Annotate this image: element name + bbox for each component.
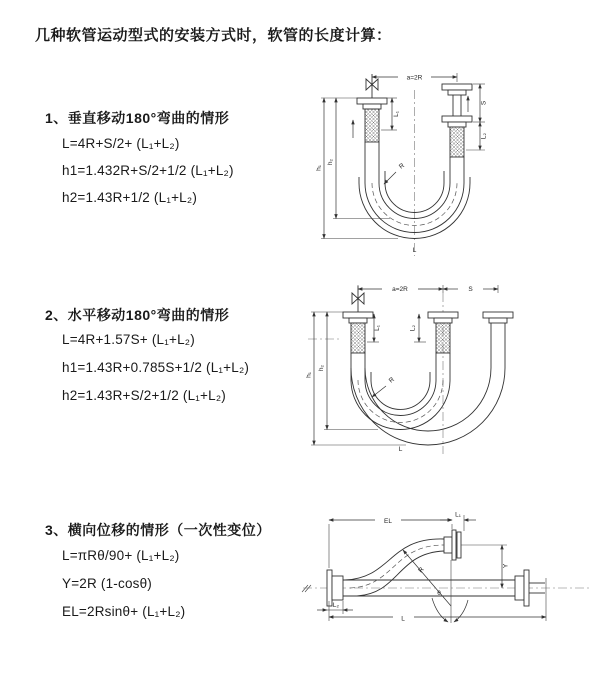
section3-heading: 3、横向位移的情形（一次性变位） xyxy=(45,522,271,538)
valve-icon xyxy=(352,293,358,304)
page-title: 几种软管运动型式的安装方式时，软管的长度计算： xyxy=(35,27,392,44)
dim-label-a2R: a=2R xyxy=(406,74,423,82)
dim-label-EL: EL xyxy=(384,518,392,525)
dimension-Y xyxy=(461,545,510,588)
radius-and-angle xyxy=(403,550,468,623)
dim-label-Y: Y xyxy=(502,563,510,569)
centerline xyxy=(308,293,443,454)
dim-label-L1: L₁ xyxy=(455,511,461,519)
flange-hub xyxy=(434,318,452,323)
braided-hose xyxy=(351,323,365,353)
section2-formula-h1: h1=1.43R+0.785S+1/2 (L₁+L₂) xyxy=(62,360,250,375)
section2-formula-h2: h2=1.43R+S/2+1/2 (L₁+L₂) xyxy=(62,388,226,403)
dimension-h1 xyxy=(316,98,399,239)
dim-label-L: L xyxy=(401,615,405,623)
break-mark xyxy=(302,585,308,592)
section2-heading: 2、水平移动180°弯曲的情形 xyxy=(45,307,230,323)
valve-icon xyxy=(366,79,372,90)
flange xyxy=(428,312,458,318)
s-curve-hose xyxy=(345,539,444,596)
valve-icon xyxy=(372,79,378,90)
flange-hub xyxy=(489,318,507,323)
flange xyxy=(457,532,461,558)
dimension-a2R xyxy=(372,73,457,82)
dimension-S xyxy=(443,285,498,293)
dimension-EL xyxy=(329,518,452,568)
flange xyxy=(357,98,387,104)
section3-formula-EL: EL=2Rsinθ+ (L₁+L₂) xyxy=(62,604,186,619)
dim-label-h1: h₁ xyxy=(315,165,323,171)
section1-formula-L: L=4R+S/2+ (L₁+L₂) xyxy=(62,136,180,151)
section3-formula-L: L=πRθ/90+ (L₁+L₂) xyxy=(62,548,180,563)
dim-label-R: R xyxy=(387,376,396,385)
dim-label-L1: L₁ xyxy=(374,325,381,331)
section1-formula-h1: h1=1.432R+S/2+1/2 (L₁+L₂) xyxy=(62,163,234,178)
dimension-L2 xyxy=(466,122,488,150)
flange xyxy=(442,116,472,122)
dimension-L1 xyxy=(440,512,476,532)
braided-hose xyxy=(365,109,379,142)
flange xyxy=(343,312,373,318)
right-pipe-moved-position xyxy=(483,312,513,368)
braided-hose xyxy=(450,127,464,157)
flange xyxy=(483,312,513,318)
dimension-S xyxy=(473,84,488,122)
diagram-lateral-displacement xyxy=(297,503,597,653)
dim-label-h2: h₂ xyxy=(327,158,334,166)
left-pipe-with-valve xyxy=(343,286,373,380)
right-pipe-two-positions xyxy=(442,84,472,183)
diagram-horizontal-180-bend xyxy=(306,280,596,458)
flange xyxy=(327,570,332,606)
flange-hub xyxy=(515,576,524,600)
left-pipe-with-valve xyxy=(357,74,387,183)
dimension-L xyxy=(329,578,546,623)
flange xyxy=(524,570,529,606)
dim-label-L2: L₂ xyxy=(480,132,488,140)
flange-hub xyxy=(444,537,452,553)
dim-label-L2: L₂ xyxy=(409,324,417,332)
dim-label-S: S xyxy=(480,100,488,106)
dim-label-h2: h₂ xyxy=(318,364,325,372)
dim-label-L: L xyxy=(398,446,403,453)
dimension-L2 xyxy=(410,314,427,342)
radius-callout xyxy=(384,162,406,184)
flange-hub xyxy=(363,104,381,109)
dim-label-R: R xyxy=(397,162,406,171)
dimension-L2 xyxy=(317,601,353,614)
section3-formula-Y: Y=2R (1-cosθ) xyxy=(62,576,153,591)
section1-heading: 1、垂直移动180°弯曲的情形 xyxy=(45,110,230,126)
flange xyxy=(452,530,456,560)
radius-callout xyxy=(372,376,396,397)
dim-label-R: R xyxy=(417,566,426,575)
section2-formula-L: L=4R+1.57S+ (L₁+L₂) xyxy=(62,332,195,347)
u-bend-arcs xyxy=(351,368,505,445)
dim-label-L2: L₂ xyxy=(332,602,340,609)
section1-formula-h2: h2=1.43R+1/2 (L₁+L₂) xyxy=(62,190,198,205)
break-mark xyxy=(305,585,311,592)
braided-hose xyxy=(436,323,450,353)
valve-icon xyxy=(358,293,364,304)
dim-label-L1: L₁ xyxy=(393,111,400,117)
dimension-a2R xyxy=(358,285,443,293)
dim-label-h1: h₁ xyxy=(306,372,313,378)
flange xyxy=(442,84,472,90)
dim-label-S: S xyxy=(468,286,473,293)
flange-hub xyxy=(448,90,466,95)
diagram-vertical-180-bend xyxy=(314,70,594,262)
dim-label-a2R: a=2R xyxy=(392,286,408,293)
dimension-h2 xyxy=(318,312,378,430)
upper-right-flange xyxy=(444,530,461,560)
dimension-h2 xyxy=(327,98,390,219)
flange-hub xyxy=(332,576,343,600)
dim-label-L: L xyxy=(412,247,417,254)
flange-hub xyxy=(349,318,367,323)
dim-label-theta: θ xyxy=(437,590,441,597)
flange-hub xyxy=(448,122,466,127)
